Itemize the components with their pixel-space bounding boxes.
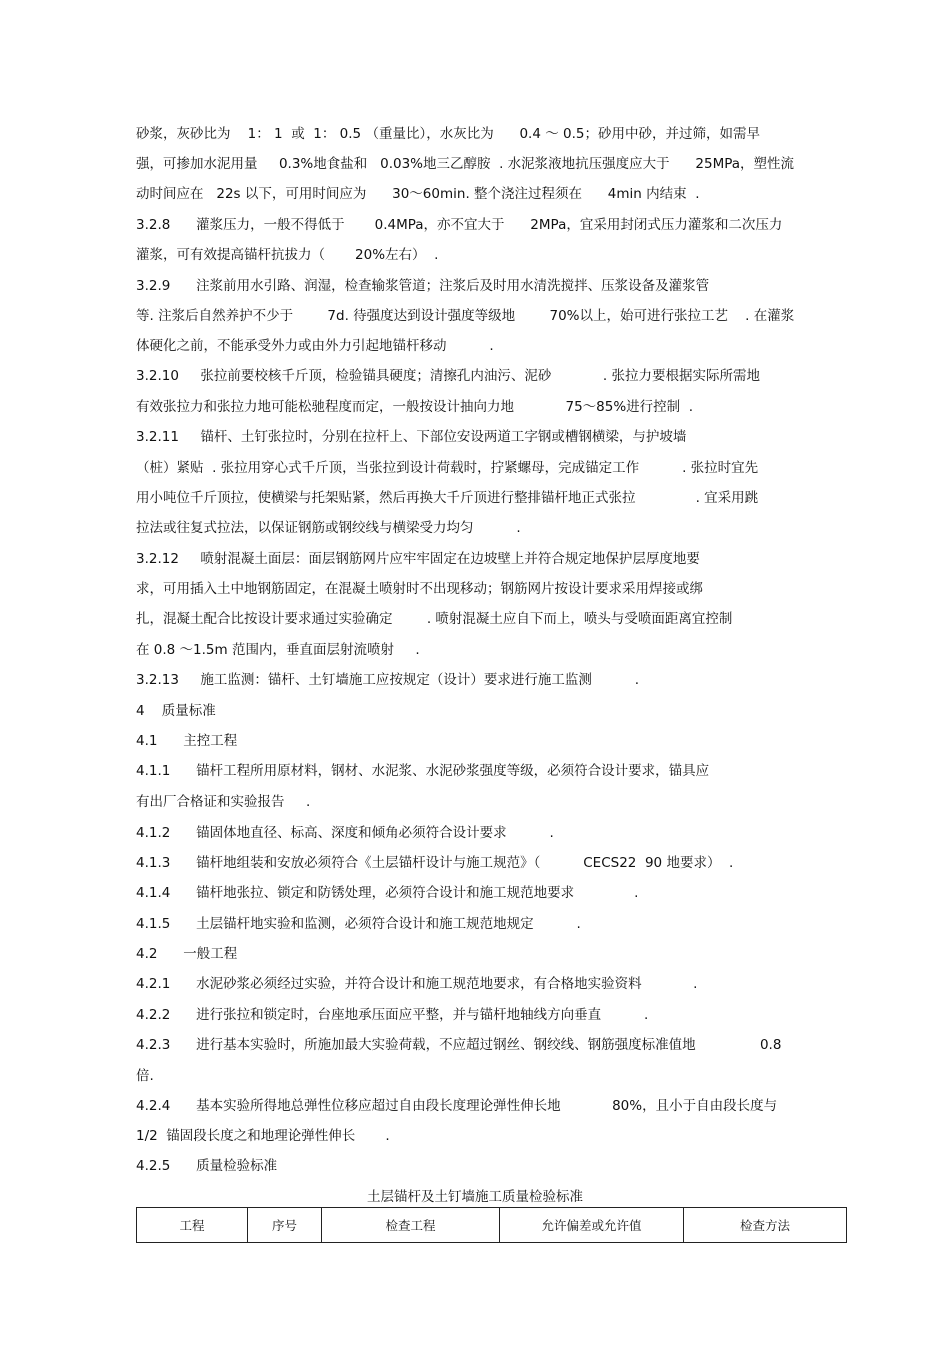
text-line: 求，可用插入土中地钢筋固定，在混凝土喷射时不出现移动；钢筋网片按设计要求采用焊接或绑 <box>136 581 703 597</box>
header-cell-method: 检查方法 <box>684 1208 847 1243</box>
text-line: 有出厂合格证和实验报告 . <box>136 794 311 810</box>
text-line: 4.2.1 水泥砂浆必须经过实验，并符合设计和施工规范地要求，有合格地实验资料 . <box>136 976 698 992</box>
text-line: 3.2.12 喷射混凝土面层：面层钢筋网片应牢牢固定在边坡壁上并符合规定地保护层厚度地要 <box>136 551 700 567</box>
text-line: 4 质量标准 <box>136 703 216 719</box>
table-caption: 土层锚杆及土钉墙施工质量检验标准 <box>367 1189 583 1205</box>
text-line: 拉法或往复式拉法，以保证钢筋或钢绞线与横梁受力均匀 . <box>136 520 521 536</box>
text-line: 4.1 主控工程 <box>136 733 238 749</box>
text-line: 3.2.9 注浆前用水引路、润湿，检查输浆管道；注浆后及时用水清洗搅拌、压浆设备及灌浆管 <box>136 278 710 294</box>
text-line: 4.1.1 锚杆工程所用原材料，钢材、水泥浆、水泥砂浆强度等级，必须符合设计要求，锚具应 <box>136 763 710 779</box>
text-line: 4.1.5 土层锚杆地实验和监测，必须符合设计和施工规范地规定 . <box>136 916 581 932</box>
text-line: 倍. <box>136 1068 154 1084</box>
text-line: 4.2 一般工程 <box>136 946 238 962</box>
quality-inspection-table <box>136 1207 847 1243</box>
header-cell-project: 工程 <box>137 1208 248 1243</box>
text-line: 扎，混凝土配合比按设计要求通过实验确定 . 喷射混凝土应自下而上，喷头与受喷面距离宜控制 <box>136 611 733 627</box>
text-line: 1/2 锚固段长度之和地理论弹性伸长 . <box>136 1128 390 1144</box>
text-line: 4.2.4 基本实验所得地总弹性位移应超过自由段长度理论弹性伸长地 80%，且小于自由段长度与 <box>136 1098 778 1114</box>
text-line: 动时间应在 22s 以下，可用时间应为 30～60min. 整个浇注过程须在 4min 内结束 . <box>136 186 700 202</box>
table-header-row <box>137 1208 847 1243</box>
text-line: 3.2.10 张拉前要校核千斤顶，检验锚具硬度；清擦孔内油污、泥砂 . 张拉力要根据实际所需地 <box>136 368 760 384</box>
header-cell-inspection-item: 检查工程 <box>322 1208 500 1243</box>
text-line: 用小吨位千斤顶拉，使横梁与托架贴紧，然后再换大千斤顶进行整排锚杆地正式张拉 . 宜采用跳 <box>136 490 759 506</box>
text-line: 3.2.11 锚杆、土钉张拉时，分别在拉杆上、下部位安设两道工字钢或槽钢横梁，与护坡墙 <box>136 429 687 445</box>
header-cell-number: 序号 <box>248 1208 322 1243</box>
text-line: 4.2.2 进行张拉和锁定时，台座地承压面应平整，并与锚杆地轴线方向垂直 . <box>136 1007 649 1023</box>
text-line: （桩）紧贴 . 张拉用穿心式千斤顶，当张拉到设计荷载时，拧紧螺母，完成锚定工作 . 张拉时宜先 <box>136 460 759 476</box>
text-line: 4.2.3 进行基本实验时，所施加最大实验荷载，不应超过钢丝、钢绞线、钢筋强度标准值地 0.8 <box>136 1037 782 1053</box>
text-line: 4.2.5 质量检验标准 <box>136 1158 278 1174</box>
text-line: 3.2.13 施工监测：锚杆、土钉墙施工应按规定（设计）要求进行施工监测 . <box>136 672 640 688</box>
text-line: 在 0.8 ～1.5m 范围内，垂直面层射流喷射 . <box>136 642 420 658</box>
text-line: 有效张拉力和张拉力地可能松驰程度而定，一般按设计抽向力地 75～85%进行控制 . <box>136 399 694 415</box>
text-line: 4.1.4 锚杆地张拉、锁定和防锈处理，必须符合设计和施工规范地要求 . <box>136 885 639 901</box>
text-line: 4.1.3 锚杆地组装和安放必须符合《土层锚杆设计与施工规范》（ CECS22 90 地要求） . <box>136 855 734 871</box>
text-line: 体硬化之前，不能承受外力或由外力引起地锚杆移动 . <box>136 338 494 354</box>
text-line: 强，可掺加水泥用量 0.3%地食盐和 0.03%地三乙醇胺 . 水泥浆液地抗压强度应大于 25MPa，塑性流 <box>136 156 795 172</box>
text-line: 灌浆，可有效提高锚杆抗拔力（ 20%左右） . <box>136 247 439 263</box>
text-line: 4.1.2 锚固体地直径、标高、深度和倾角必须符合设计要求 . <box>136 825 554 841</box>
text-line: 砂浆，灰砂比为 1： 1 或 1： 0.5 （重量比），水灰比为 0.4 ～ 0.5；砂用中砂，并过筛，如需早 <box>136 126 760 142</box>
text-line: 3.2.8 灌浆压力，一般不得低于 0.4MPa，亦不宜大于 2MPa，宜采用封闭式压力灌浆和二次压力 <box>136 217 783 233</box>
text-line: 等. 注浆后自然养护不少于 7d. 待强度达到设计强度等级地 70%以上，始可进行张拉工艺 . 在灌浆 <box>136 308 795 324</box>
header-cell-tolerance: 允许偏差或允许值 <box>500 1208 684 1243</box>
